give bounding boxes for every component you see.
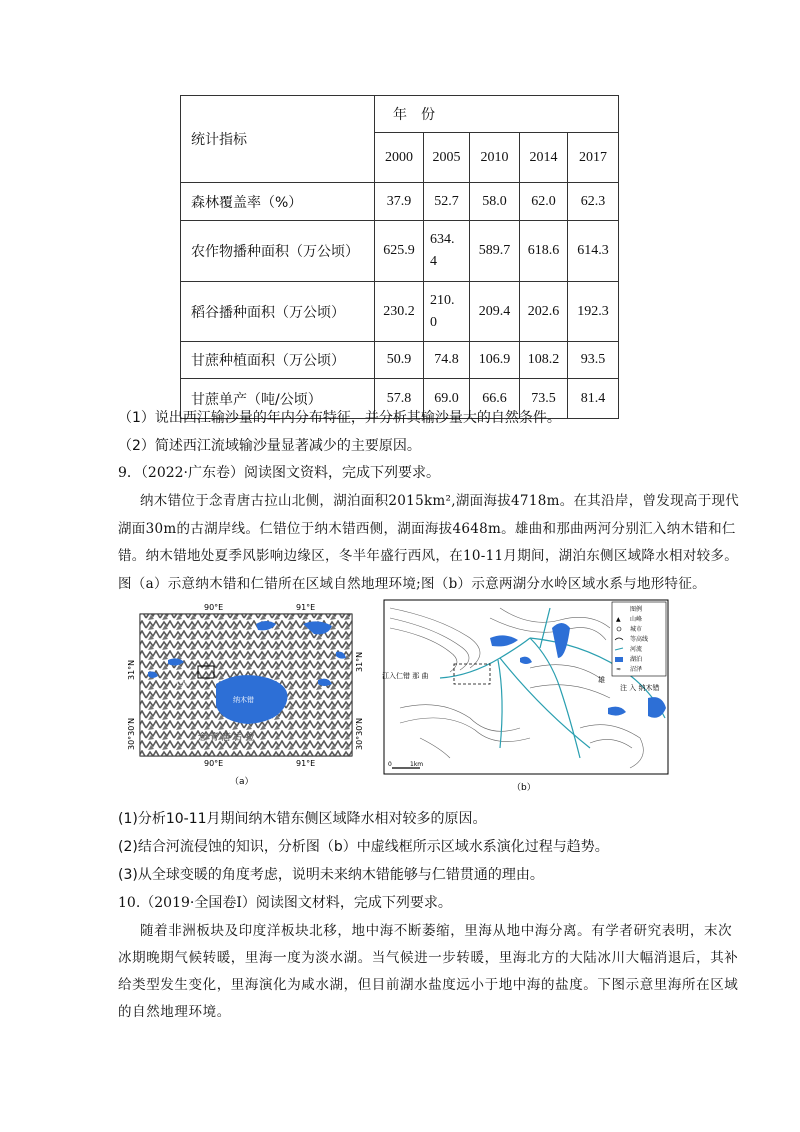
table-row [181, 221, 619, 282]
small-lake-label: 仁错 [176, 681, 189, 688]
legend-item: 河流 [630, 646, 643, 653]
lat-left-top: 31°N [127, 659, 136, 680]
q9-sub2: (2)结合河流侵蚀的知识，分析图（b）中虚线框所示区域水系演化过程与趋势。 [118, 839, 609, 855]
year-cell: 2017 [568, 133, 619, 183]
cell: 50.9 [375, 342, 424, 379]
table-row [181, 282, 619, 342]
cell: 634. 4 [424, 221, 470, 282]
cell: 58.0 [470, 183, 520, 221]
legend-item: 城市 [630, 626, 643, 633]
cell: 108.2 [520, 342, 568, 379]
row-label: 甘蔗单产（吨/公顷） [181, 379, 375, 419]
cell: 93.5 [568, 342, 619, 379]
map-b [380, 598, 675, 796]
svg-text:0: 0 [388, 761, 392, 768]
map-b-caption: （b） [512, 783, 536, 793]
legend-item: 山峰 [630, 616, 643, 623]
legend-item: 等高线 [630, 636, 649, 643]
cell: 210. 0 [424, 282, 470, 342]
lon-top-right: 91°E [296, 603, 316, 612]
cell: 73.5 [520, 379, 568, 419]
table-header-label: 统计指标 [181, 96, 375, 183]
legend-title: 图例 [630, 606, 643, 613]
river-label-right: 注 入 纳木错 [620, 684, 660, 692]
cell: 230.2 [375, 282, 424, 342]
cell: 62.3 [568, 183, 619, 221]
cell: 625.9 [375, 221, 424, 282]
q9-heading: 9．（2022·广东卷）阅读图文资料，完成下列要求。 [118, 465, 440, 481]
scale-label: 1km [410, 761, 424, 768]
cell: 66.6 [470, 379, 520, 419]
row-label: 森林覆盖率（%） [181, 183, 375, 221]
mountain-label: 念 青 唐 古 拉 [198, 733, 255, 743]
lat-right-bottom: 30°30′N [355, 717, 364, 750]
namco-label: 纳木错 [233, 696, 254, 704]
cell: 74.8 [424, 342, 470, 379]
cell: 69.0 [424, 379, 470, 419]
q10-para-line: 冰期晚期气候转暖，里海一度为淡水湖。当气候进一步转暖，里海北方的大陆冰川大幅消退后，其补 [118, 950, 739, 966]
lat-left-bottom: 30°30′N [127, 717, 136, 750]
legend-item: 湖泊 [630, 656, 643, 663]
row-label: 稻谷播种面积（万公顷） [181, 282, 375, 342]
svg-text:≈: ≈ [616, 666, 622, 673]
legend-item: 沼泽 [630, 666, 643, 673]
cell: 614.3 [568, 221, 619, 282]
cell: 106.9 [470, 342, 520, 379]
cell: 209.4 [470, 282, 520, 342]
q9-para-line: 错。纳木错地处夏季风影响边缘区，冬半年盛行西风，在10-11月期间，湖泊东侧区域降水相对较多。 [118, 548, 739, 564]
year-cell: 2014 [520, 133, 568, 183]
cell: 81.4 [568, 379, 619, 419]
q9-sub3: (3)从全球变暖的角度考虑，说明未来纳木错能够与仁错贯通的理由。 [118, 867, 544, 883]
cell: 52.7 [424, 183, 470, 221]
q9-para-line: 湖面30m的古湖岸线。仁错位于纳木错西侧，湖面海拔4648m。雄曲和那曲两河分别汇入纳木错和仁 [118, 521, 736, 537]
row-label: 甘蔗种植面积（万公顷） [181, 342, 375, 379]
q10-para-line: 给类型发生变化，里海演化为咸水湖，但目前湖水盐度远小于地中海的盐度。下图示意里海所在区域 [118, 977, 739, 993]
legend [612, 602, 666, 676]
cell: 618.6 [520, 221, 568, 282]
year-cell: 2010 [470, 133, 520, 183]
lon-bottom-left: 90°E [204, 759, 224, 768]
year-cell: 2000 [375, 133, 424, 183]
statistics-table [180, 95, 619, 419]
q8-sub1: （1）说出西江输沙量的年内分布特征，并分析其输沙量大的自然条件。 [118, 410, 561, 426]
q9-para-line: 图（a）示意纳木错和仁错所在区域自然地理环境;图（b）示意两湖分水岭区域水系与地形特征。 [118, 576, 706, 592]
row-label: 农作物播种面积（万公顷） [181, 221, 375, 282]
river-label-left: 江入仁错 那 曲 [382, 672, 429, 680]
cell: 589.7 [470, 221, 520, 282]
lat-right-top: 31°N [355, 651, 364, 672]
lon-top-left: 90°E [204, 603, 224, 612]
svg-text:▲: ▲ [616, 616, 621, 623]
q9-para-line: 纳木错位于念青唐古拉山北侧，湖泊面积2015km²,湖面海拔4718m。在其沿岸，曾发现高于现代 [140, 493, 740, 509]
table-row [181, 342, 619, 379]
q10-heading: 10.（2019·全国卷Ⅰ）阅读图文材料，完成下列要求。 [118, 895, 452, 911]
cell: 57.8 [375, 379, 424, 419]
table-row [181, 183, 619, 221]
cell: 62.0 [520, 183, 568, 221]
cell: 192.3 [568, 282, 619, 342]
table-header-year: 年 份 [375, 96, 619, 133]
map-a-caption: （a） [230, 777, 254, 787]
cell: 202.6 [520, 282, 568, 342]
cell: 37.9 [375, 183, 424, 221]
year-cell: 2005 [424, 133, 470, 183]
q10-para-line: 的自然地理环境。 [118, 1004, 231, 1020]
q9-sub1: (1)分析10-11月期间纳木错东侧区域降水相对较多的原因。 [118, 811, 487, 827]
lon-bottom-right: 91°E [296, 759, 316, 768]
q8-sub2: （2）简述西江流域输沙量显著减少的主要原因。 [118, 438, 421, 454]
q10-para-line: 随着非洲板块及印度洋板块北移，地中海不断萎缩，里海从地中海分离。有学者研究表明，末次 [140, 923, 733, 939]
river-name: 雄 [598, 676, 605, 684]
map-a [118, 600, 380, 795]
